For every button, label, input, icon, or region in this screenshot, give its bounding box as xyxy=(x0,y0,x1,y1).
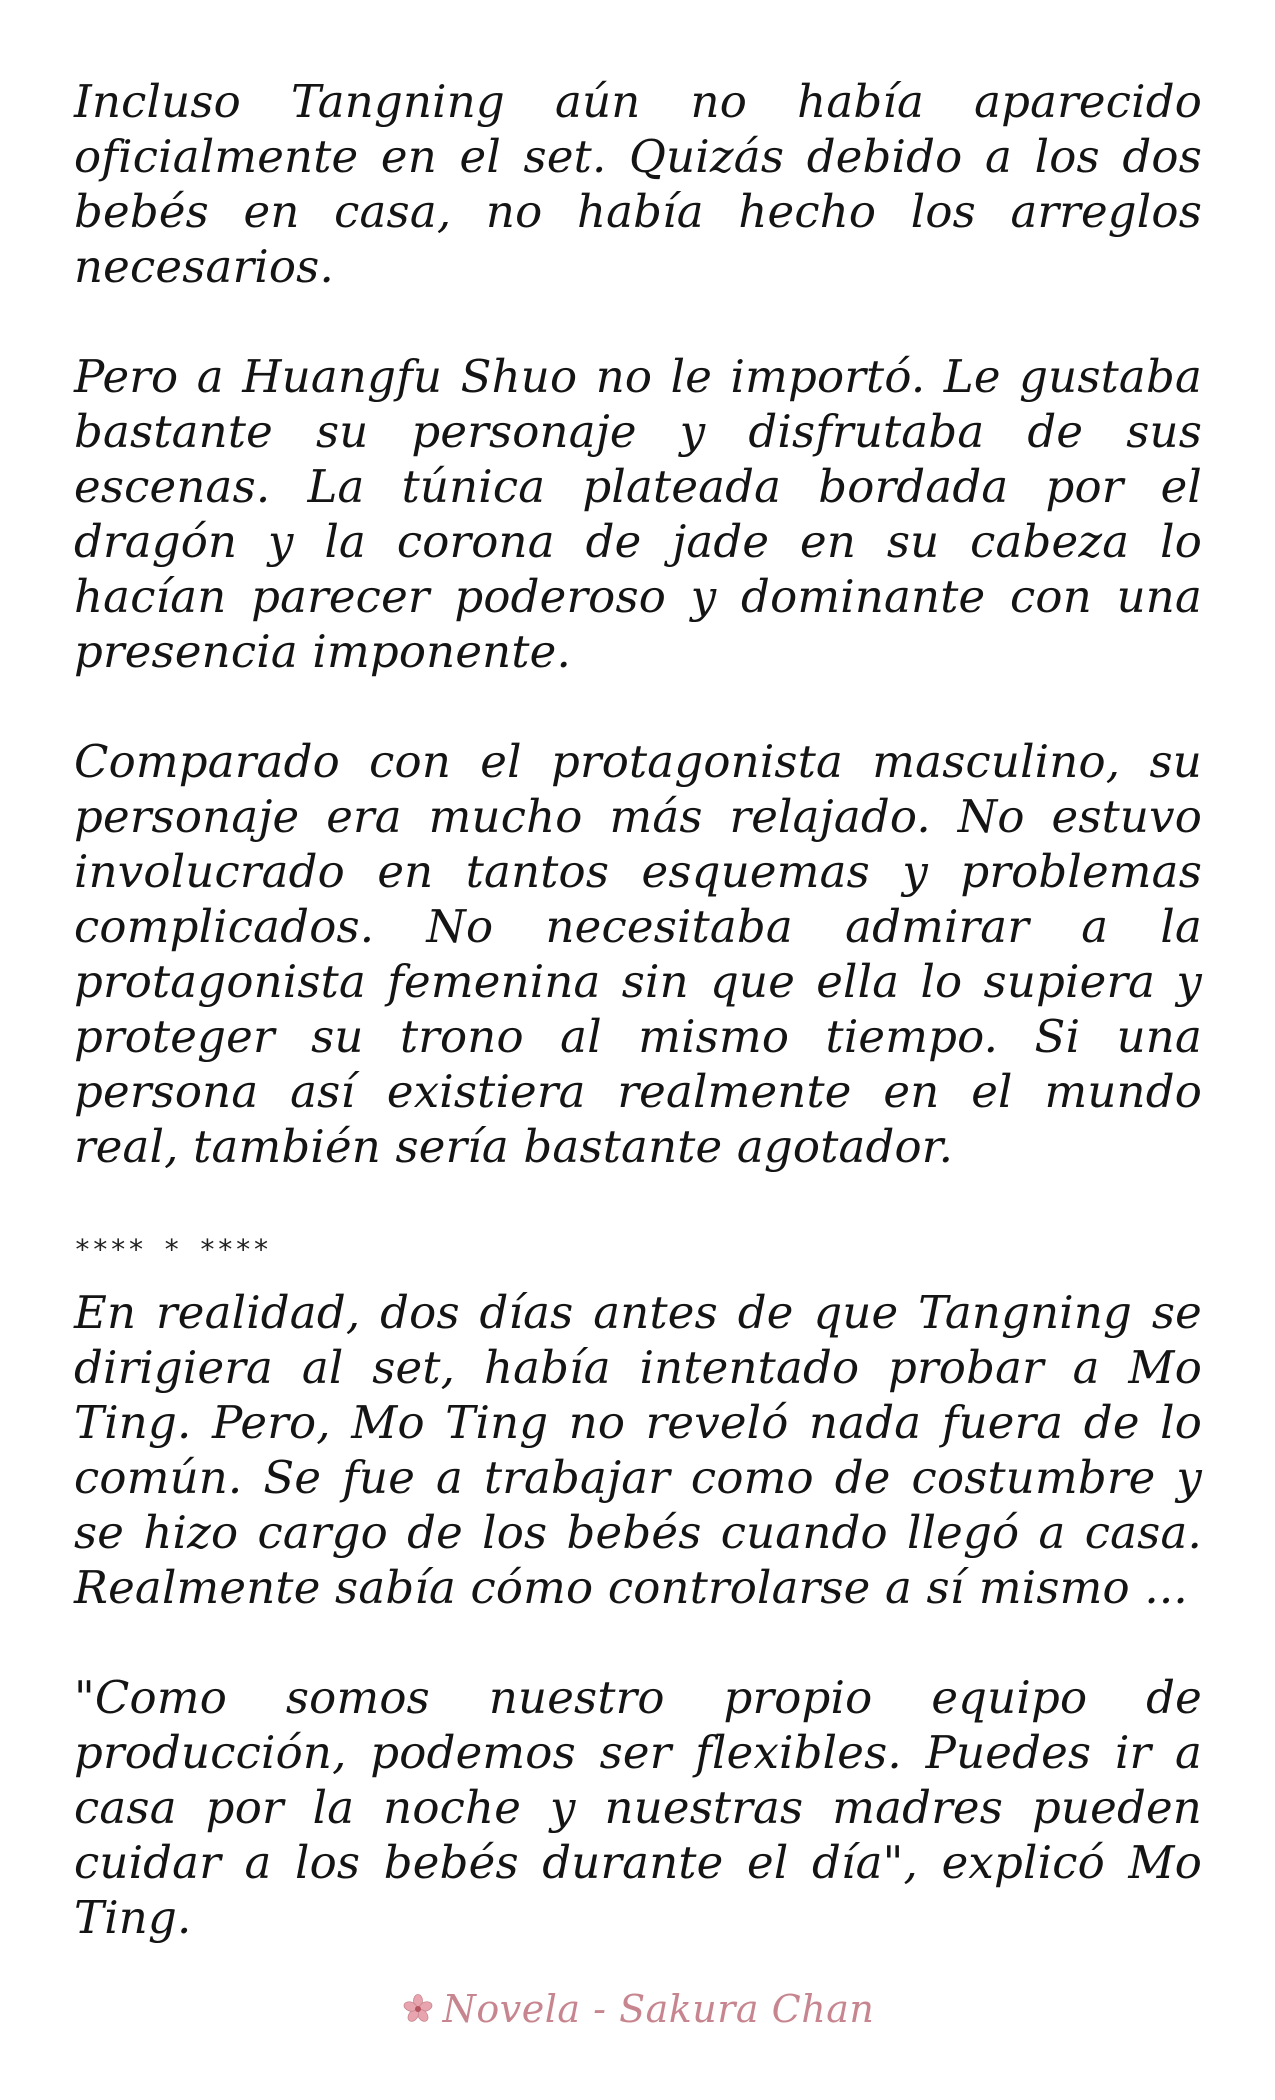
watermark xyxy=(0,1984,1275,2034)
paragraph-3: Comparado con el protagonista masculino, su personaje era mucho más relajado. No estuvo involucrado en tantos esquemas y problemas complicados. No necesitaba admirar a la protagonista femenina sin que ella lo supiera y proteger su trono al mismo tiempo. Si una persona así existiera realmente en el mundo real, también sería bastante agotador. xyxy=(74,735,1202,1173)
paragraph-5: "Como somos nuestro propio equipo de producción, podemos ser flexibles. Puedes ir a casa por la noche y nuestras madres pueden cuidar a los bebés durante el día", explicó Mo Ting. xyxy=(74,1671,1202,1944)
scene-separator: **** * **** xyxy=(74,1233,271,1266)
watermark-text: Novela - Sakura Chan xyxy=(442,1987,875,2031)
paragraph-4: En realidad, dos días antes de que Tangning se dirigiera al set, había intentado probar a Mo Ting. Pero, Mo Ting no reveló nada fuera de lo común. Se fue a trabajar como de costumbre y se hizo cargo de los bebés cuando llegó a casa. Realmente sabía cómo controlarse a sí mismo ... xyxy=(74,1286,1202,1614)
chapter-text xyxy=(74,74,1202,2000)
paragraph-1: Incluso Tangning aún no había aparecido oficialmente en el set. Quizás debido a los dos bebés en casa, no había hecho los arreglos necesarios. xyxy=(74,75,1202,293)
sakura-flower-icon xyxy=(401,1992,435,2026)
paragraph-2: Pero a Huangfu Shuo no le importó. Le gustaba bastante su personaje y disfrutaba de sus escenas. La túnica plateada bordada por el dragón y la corona de jade en su cabeza lo hacían parecer poderoso y dominante con una presencia imponente. xyxy=(74,350,1202,678)
